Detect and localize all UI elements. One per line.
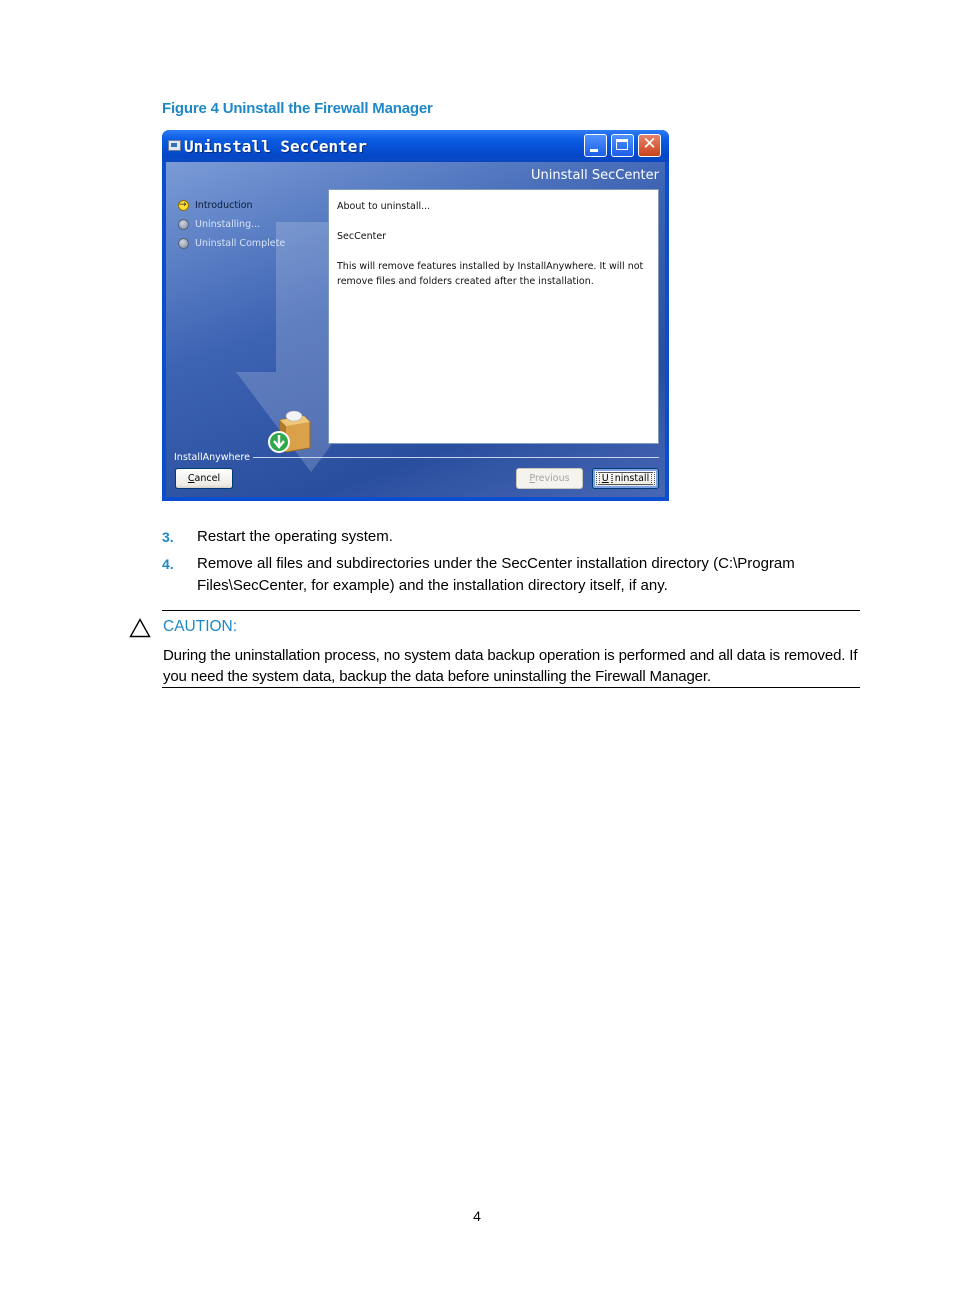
step-text: Restart the operating system. (197, 528, 393, 545)
step-introduction (178, 198, 285, 217)
installer-header: Uninstall SecCenter (531, 168, 659, 183)
uninstall-label-wrap (596, 472, 655, 485)
content-line: This will remove features installed by InstallAnywhere. It will not remove files and folders created after the installation. (337, 261, 644, 287)
uninstall-mnemonic: U (599, 472, 612, 485)
pending-step-icon (178, 219, 189, 230)
window-title: Uninstall SecCenter (184, 137, 368, 156)
step-number: 3. (162, 529, 174, 545)
installer-client-area (166, 162, 665, 497)
step-label: Uninstall Complete (195, 238, 286, 249)
page-number: 4 (473, 1208, 481, 1224)
cancel-button[interactable] (175, 468, 233, 489)
caution-bottom-rule (162, 687, 860, 688)
step-label: Uninstalling... (195, 219, 261, 230)
list-item (162, 526, 852, 548)
content-panel (328, 189, 659, 444)
pending-step-icon (178, 238, 189, 249)
content-line: SecCenter (337, 231, 387, 242)
step-uninstall-complete (178, 236, 285, 255)
uninstall-button[interactable] (592, 468, 659, 489)
caution-body: During the uninstallation process, no system data backup operation is performed and all data is removed. If you need the system data, backup the data before uninstalling the Firewall Manager. (163, 647, 858, 685)
package-box-icon (266, 410, 316, 454)
caution-top-rule (162, 610, 860, 611)
step-text: Remove all files and subdirectories under the SecCenter installation directory (C:\Program Files\SecCenter, for example) and the installation directory itself, if any. (197, 555, 795, 594)
cancel-mnemonic: C (187, 473, 195, 484)
app-icon (168, 140, 181, 151)
step-number: 4. (162, 556, 174, 572)
step-list (178, 198, 285, 255)
step-label: Introduction (195, 200, 253, 211)
previous-label: revious (534, 473, 570, 484)
cancel-label: ancel (194, 473, 221, 484)
uninstall-window (162, 130, 669, 501)
caution-title: CAUTION: (163, 618, 238, 635)
warning-triangle-icon (129, 618, 151, 638)
minimize-button[interactable] (584, 134, 607, 157)
close-icon: ✕ (642, 134, 657, 154)
title-bar[interactable] (162, 130, 669, 162)
uninstall-label: ninstall (612, 472, 652, 485)
procedure-steps (162, 526, 852, 602)
maximize-button[interactable] (611, 134, 634, 157)
close-button[interactable] (638, 134, 661, 157)
installanywhere-label: InstallAnywhere (174, 452, 250, 463)
footer-divider (253, 457, 659, 458)
figure-caption: Figure 4 Uninstall the Firewall Manager (162, 100, 433, 117)
step-uninstalling (178, 217, 285, 236)
list-item (162, 553, 852, 597)
previous-mnemonic: P (529, 473, 535, 484)
current-step-icon (178, 200, 189, 211)
content-line: About to uninstall... (337, 201, 431, 212)
previous-button[interactable] (516, 468, 583, 489)
